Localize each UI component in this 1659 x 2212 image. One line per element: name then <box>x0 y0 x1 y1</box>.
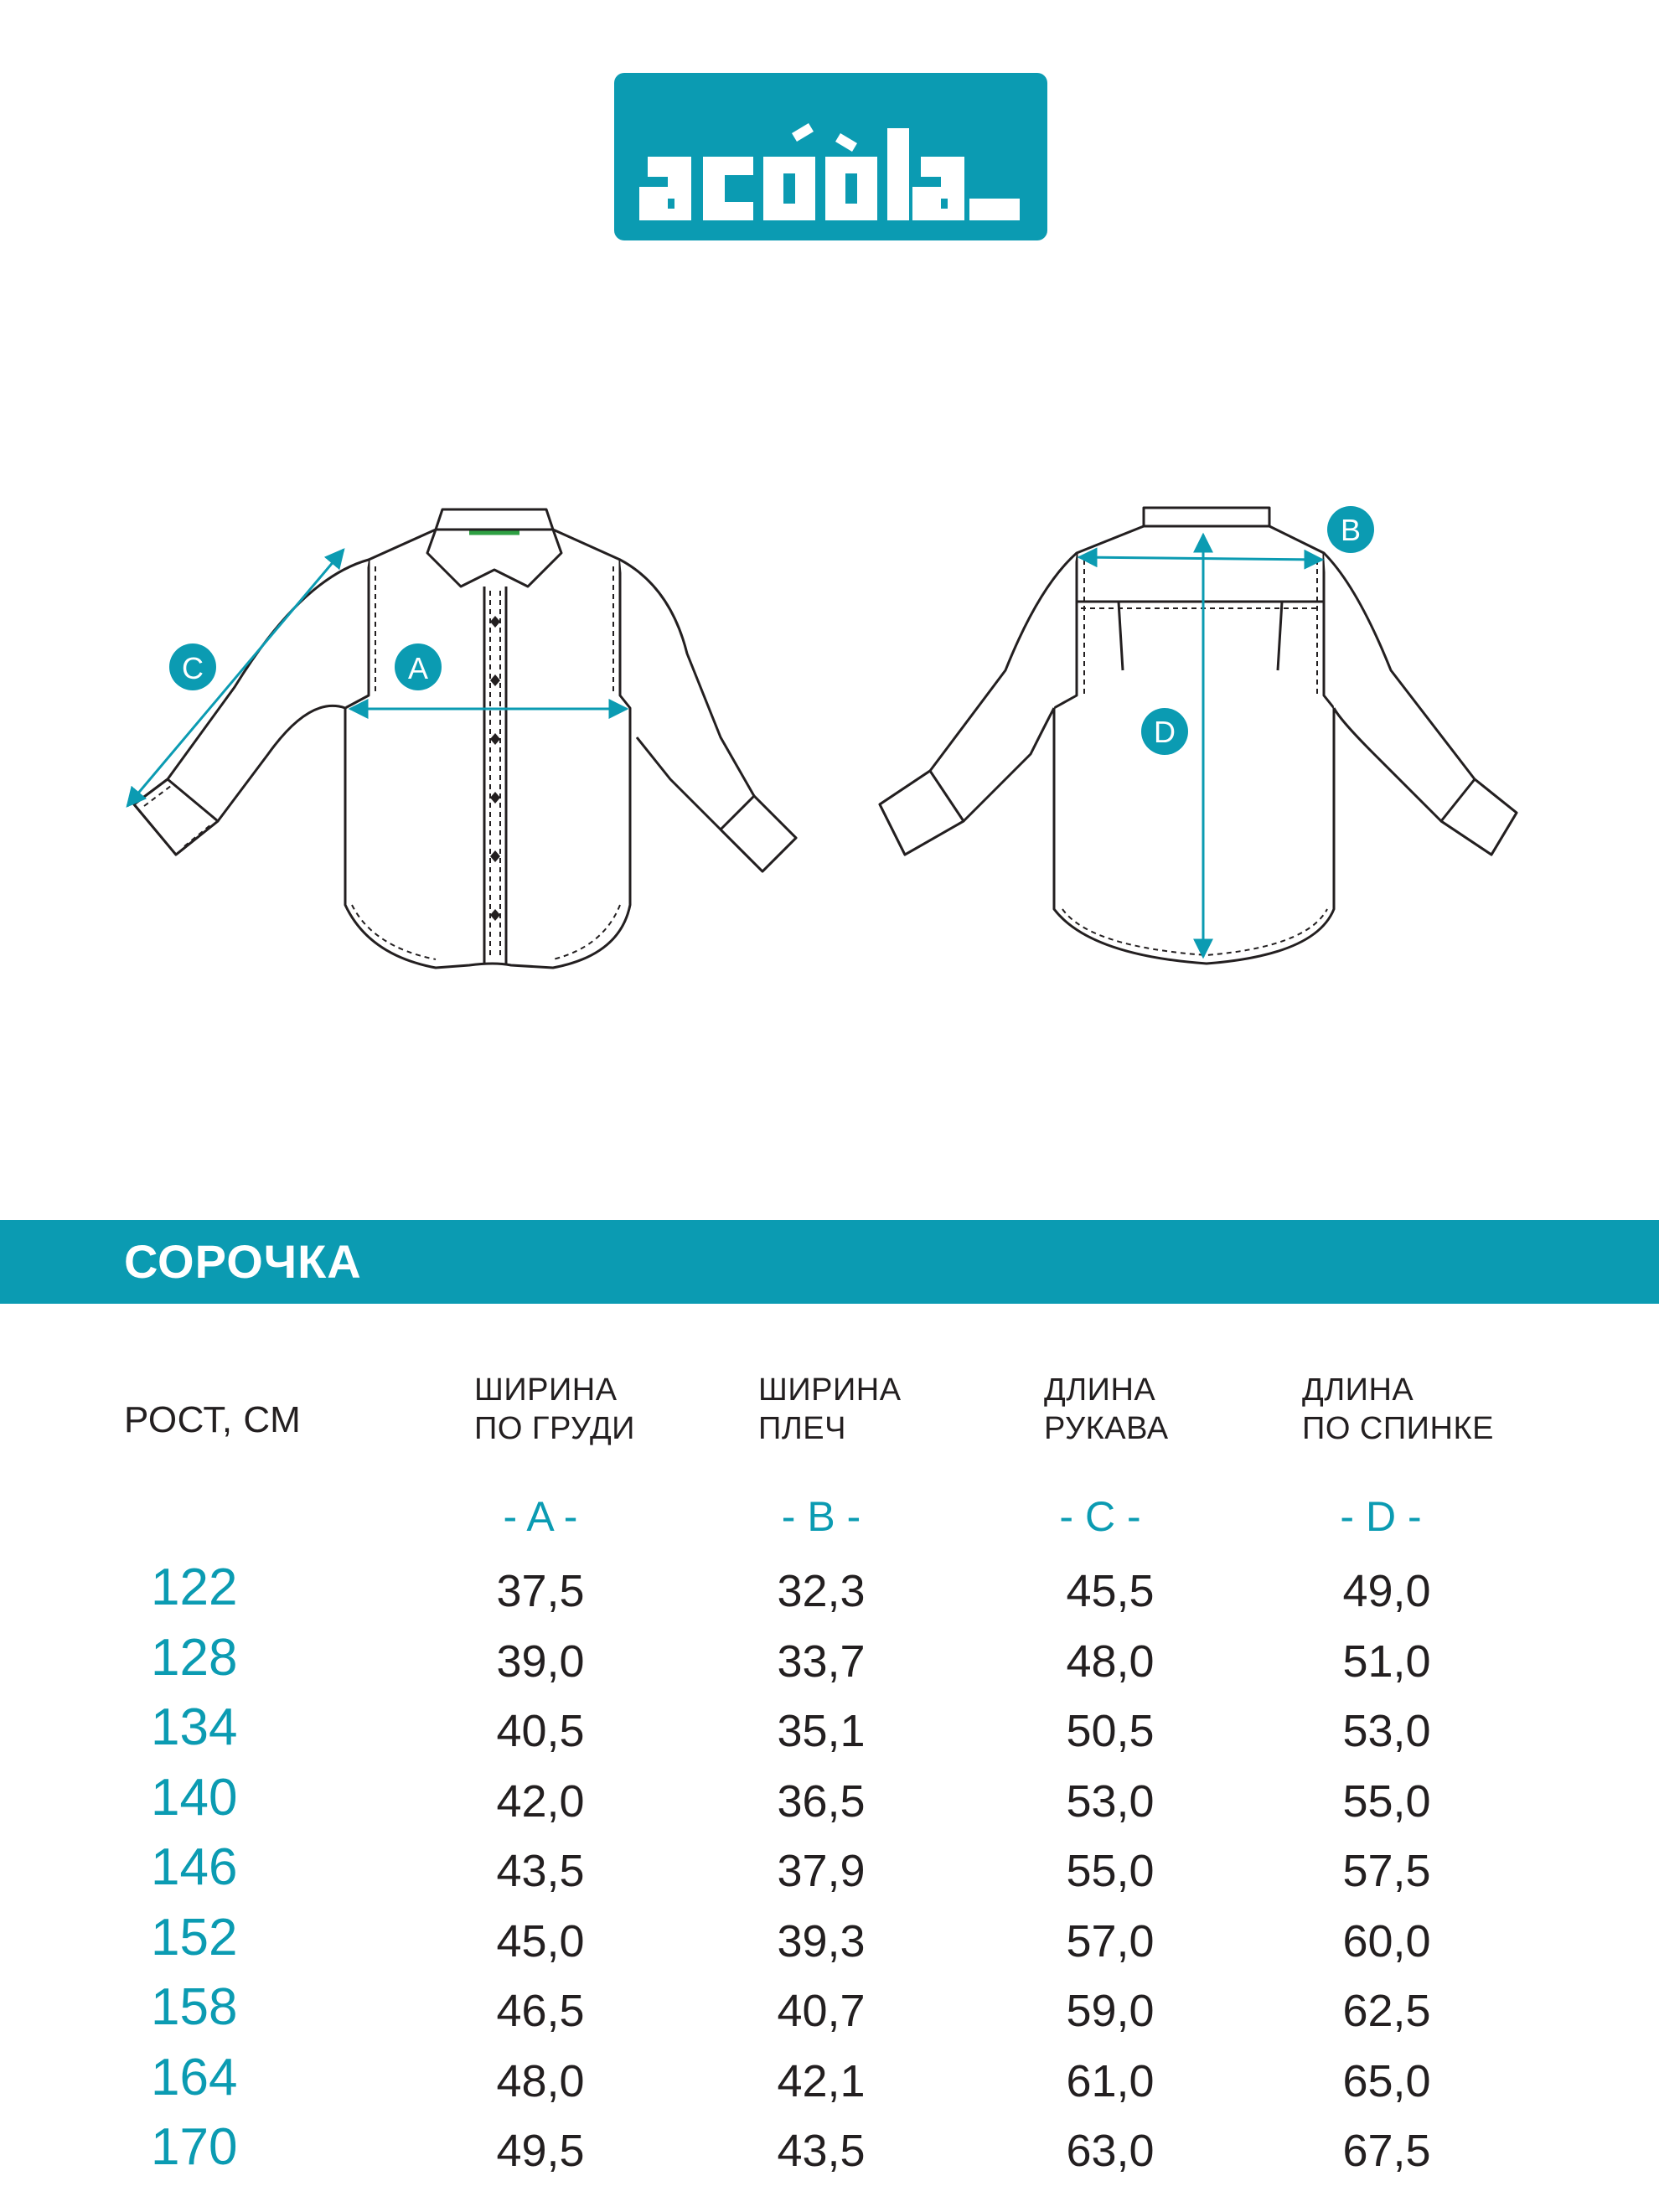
table-cell: 42,0 <box>496 1775 585 1827</box>
column-d-line1: ДЛИНА <box>1302 1372 1414 1408</box>
table-cell: 32,3 <box>777 1566 866 1616</box>
svg-text:A: A <box>407 651 429 685</box>
table-cell: 45,5 <box>1066 1566 1155 1616</box>
table-cell: 50,5 <box>1066 1706 1155 1756</box>
marker-d <box>1141 708 1188 755</box>
table-cell: 65,0 <box>1342 2055 1431 2106</box>
table-cell: 43,5 <box>777 2126 866 2176</box>
column-b-line1: ШИРИНА <box>758 1372 902 1408</box>
column-header-c <box>1044 1371 1169 1448</box>
table-cell: 42,1 <box>777 2055 866 2106</box>
column-header-a <box>474 1371 635 1448</box>
size-value: 146 <box>151 1838 238 1896</box>
table-cell: 39,0 <box>496 1636 585 1687</box>
table-cell: 48,0 <box>496 2055 585 2106</box>
size-header-label: РОСТ, СМ <box>124 1399 302 1440</box>
size-column-header <box>124 1401 301 1439</box>
product-title: СОРОЧКА <box>124 1235 362 1288</box>
svg-text:C: C <box>182 651 204 685</box>
table-cell: 40,7 <box>777 1986 866 2036</box>
shirt-back-view <box>880 508 1517 964</box>
size-value: 152 <box>151 1908 238 1967</box>
brand-logo <box>614 73 1047 240</box>
table-cell: 48,0 <box>1066 1636 1155 1687</box>
svg-text:B: B <box>1340 513 1362 547</box>
table-cell: 51,0 <box>1342 1636 1431 1687</box>
table-cell: 59,0 <box>1066 1986 1155 2036</box>
table-cell: 46,5 <box>496 1986 585 2036</box>
shirt-front-view <box>134 509 796 968</box>
column-c-line1: ДЛИНА <box>1044 1372 1156 1408</box>
table-cell: 61,0 <box>1066 2055 1155 2106</box>
table-cell: 60,0 <box>1342 1915 1431 1967</box>
table-cell: 67,5 <box>1342 2126 1431 2176</box>
column-header-b <box>758 1371 902 1448</box>
table-cell: 53,0 <box>1342 1706 1431 1756</box>
table-cell: 55,0 <box>1342 1775 1431 1827</box>
acoola-wordmark <box>614 73 1047 240</box>
marker-c <box>169 643 216 690</box>
title-bar <box>0 1220 1659 1304</box>
table-cell: 62,5 <box>1342 1986 1431 2036</box>
table-cell: 55,0 <box>1066 1846 1155 1896</box>
size-value: 140 <box>151 1768 238 1827</box>
table-cell: 35,1 <box>777 1706 866 1756</box>
table-cell: 40,5 <box>496 1706 585 1756</box>
column-letter-b: - B - <box>781 1493 861 1540</box>
table-cell: 53,0 <box>1066 1775 1155 1827</box>
shirt-diagram <box>0 469 1659 1056</box>
column-a-line1: ШИРИНА <box>474 1372 618 1408</box>
column-b-line2: ПЛЕЧ <box>758 1411 846 1446</box>
table-cell: 45,0 <box>496 1915 585 1967</box>
table-cell: 39,3 <box>777 1915 866 1967</box>
table-cell: 49,5 <box>496 2126 585 2176</box>
size-value: 170 <box>151 2118 238 2176</box>
table-cell: 37,5 <box>496 1566 585 1616</box>
column-letter-a: - A - <box>503 1493 578 1540</box>
svg-text:D: D <box>1154 715 1176 749</box>
size-value: 134 <box>151 1698 238 1756</box>
column-a-line2: ПО ГРУДИ <box>474 1411 635 1446</box>
size-value: 164 <box>151 2048 238 2106</box>
marker-a <box>395 643 442 690</box>
column-letter-c: - C - <box>1059 1493 1141 1540</box>
size-value: 128 <box>151 1628 238 1687</box>
size-value: 158 <box>151 1978 238 2036</box>
table-cell: 49,0 <box>1342 1566 1431 1616</box>
table-cell: 33,7 <box>777 1636 866 1687</box>
column-c-line2: РУКАВА <box>1044 1411 1169 1446</box>
marker-b <box>1327 506 1374 553</box>
size-value: 122 <box>151 1558 238 1616</box>
table-cell: 36,5 <box>777 1775 866 1827</box>
table-cell: 57,0 <box>1066 1915 1155 1967</box>
table-cell: 63,0 <box>1066 2126 1155 2176</box>
table-cell: 57,5 <box>1342 1846 1431 1896</box>
column-letter-d: - D - <box>1340 1493 1422 1540</box>
column-d-line2: ПО СПИНКЕ <box>1302 1411 1494 1446</box>
column-header-d <box>1302 1371 1494 1448</box>
table-cell: 43,5 <box>496 1846 585 1896</box>
table-cell: 37,9 <box>777 1846 866 1896</box>
